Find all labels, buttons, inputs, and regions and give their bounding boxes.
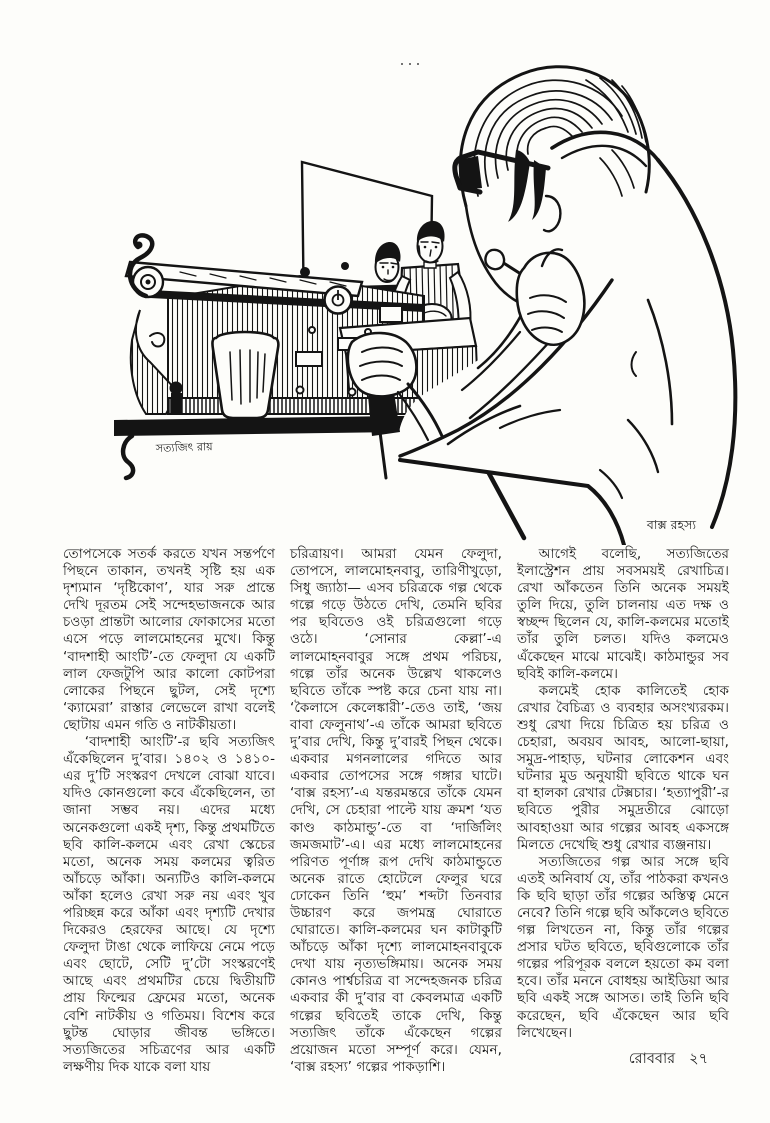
paragraph: আগেই বলেছি, সত্যজিতের ইলাস্ট্রেশন প্রায় সবসময়ই রেখাচিত্র। রেখা আঁকতেন তিনি অনেক সময়ই তুলি দিয়ে, তুলি চালনায় এত দক্ষ ও স্বচ্ছন্দ ছিলেন যে, কালি-কলমের মতোই তাঁর তুলি চলত। যদিও কলমেও এঁকেছেন মাঝে মাঝেই। কাঠমান্ডুর সব ছবিই কালি-কলমে। [517,546,729,682]
paragraph: চরিত্রায়ণ। আমরা যেমন ফেলুদা, তোপসে, লালমোহনবাবু, তারিণীখুড়ো, সিধু জ্যাঠা— এসব চরিত্রকে গল্প থেকে গল্পে গড়ে উঠতে দেখি, তেমনি ছবির পর ছবিতেও ওই চরিত্রগুলো গড়ে ওঠে। ‘সোনার কেল্লা’-এ লালমোহনবাবুর সঙ্গে প্রথম পরিচয়, গল্পে তাঁর অনেক উল্লেখ থাকলেও ছবিতে তাঁকে স্পষ্ট করে চেনা যায় না। ‘কৈলাসে কেলেঙ্কারী’-তেও তাই, ‘জয় বাবা ফেলুনাথ’-এ তাঁকে আমরা ছবিতে দু’বার দেখি, কিন্তু দু’বারই পিছন থেকে। একবার মগনলালের গদিতে আর একবার তোপসের সঙ্গে গঙ্গার ঘাটে। ‘বাক্স রহস্য’-এ যন্তরমন্তরে তাঁকে যেমন দেখি, সে চেহারা পাল্টে যায় ক্রমশ ‘যত কাণ্ড কাঠমান্ডু’-তে বা ‘দার্জিলিং জমজমাট’-এ। এর মধ্যে লালমোহনের পরিণত পূর্ণাঙ্গ রূপ দেখি কাঠমান্ডুতে অনেক রাতে হোটেলে ফেলুর ঘরে ঢোকেন তিনি ‘হুম’ শব্দটা তিনবার উচ্চারণ করে জপমন্ত্র ঘোরাতে ঘোরাতে। কালি-কলমের ঘন কাটাকুটি আঁচড়ে আঁকা দৃশ্যে লালমোহনবাবুকে দেখা যায় নৃত্যভঙ্গিমায়। অনেক সময় কোনও পার্শ্বচরিত্র বা সন্দেহজনক চরিত্র একবার কী দু’বার বা কেবলমাত্র একটি গল্পের ছবিতেই তাকে দেখি, কিন্তু সত্যজিৎ তাঁকে এঁকেছেন গল্পের প্রয়োজন মতো সম্পূর্ণ করে। যেমন, ‘বাক্স রহস্য’ গল্পের পাকড়াশি। [290,546,502,1075]
paragraph: তোপসেকে সতর্ক করতে যখন সন্তর্পণে পিছনে তাকান, তখনই সৃষ্টি হয় এক দৃশ্যমান ‘দৃষ্টিকোণ’, যার সরু প্রান্তে দেখি দূরতম সেই সন্দেহভাজনকে আর চওড়া প্রান্তটা আলোর ফোকাসের মতো এসে পড়ে লালমোহনের মুখে। কিন্তু ‘বাদশাহী আংটি’-তে ফেলুদা যে একটি লাল ফেজটুপি আর কালো কোটপরা লোকের পিছনে ছুটল, সেই দৃশ্যে ‘ক্যামেরা’ রাস্তার লেভেলে রাখা বলেই ছোটায় এমন গতি ও নাটকীয়তা। [63,546,275,733]
illustration-line-drawing [55,48,755,545]
drawing-canvas [55,48,755,545]
page-footer [629,1048,708,1072]
page-number: ২৭ [689,1051,708,1067]
text-column-3 [517,546,729,1046]
illustration-caption: বাক্স রহস্য [646,517,696,532]
magazine-name: রোববার [628,1051,676,1067]
artist-signature: সত্যজিৎ রায় [155,440,213,455]
text-column-2 [290,546,502,1075]
paragraph: সত্যজিতের গল্প আর সঙ্গে ছবি এতই অনিবার্য যে, তাঁর পাঠকরা কখনও কি ছবি ছাড়া তাঁর গল্পের অস্তিত্ব মেনে নেবে? তিনি গল্পে ছবি আঁকলেও ছবিতে গল্প লিখতেন না, কিন্তু তাঁর গল্পের প্রসার ঘটত ছবিতে, ছবিগুলোকে তাঁর গল্পের পরিপূরক বললে হয়তো কম বলা হবে। তাঁর মননে বোধহয় আইডিয়া আর ছবি একই সঙ্গে আসত। তাই তিনি ছবি করেছেন, ছবি এঁকেছেন আর ছবি লিখেছেন। [517,853,729,1041]
text-column-1 [63,546,275,1075]
ink-specks [401,63,419,65]
paragraph: ‘বাদশাহী আংটি’-র ছবি সত্যজিৎ এঁকেছিলেন দু’বার। ১৪০২ ও ১৪১০-এর দু’টি সংস্করণ দেখলে বোঝা যাবে। যদিও কোনগুলো কবে এঁকেছিলেন, তা জানা সম্ভব নয়। এদের মধ্যে অনেকগুলো একই দৃশ্য, কিন্তু প্রথমটিতে ছবি কালি-কলমে এবং রেখা স্কেচের মতো, অনেক সময় কলমের ত্বরিত আঁচড়ে আঁকা। অন্যটিও কালি-কলমে আঁকা হলেও রেখা সরু নয় এবং খুব পরিচ্ছন্ন করে আঁকা এবং দৃশ্যটি দেখার দিকেরও হেরফের আছে। যে দৃশ্যে ফেলুদা টাঙা থেকে লাফিয়ে নেমে পড়ে এবং ছোটে, সেটি দু’টো সংস্করণেই আছে এবং প্রথমটির চেয়ে দ্বিতীয়টি প্রায় ফিল্মের ফ্রেমের মতো, অনেক বেশি নাটকীয় ও গতিময়। বিশেষ করে ছুটন্ত ঘোড়ার জীবন্ত ভঙ্গিতে। সত্যজিতের সচিত্রণের আর একটি লক্ষণীয় দিক যাকে বলা যায় [63,734,275,1075]
paragraph: কলমেই হোক কালিতেই হোক রেখার বৈচিত্র্য ও ব্যবহার অসংখ্যরকম। শুধু রেখা দিয়ে চিত্রিত হয় চরিত্র ও চেহারা, অবয়ব আবহ, আলো-ছায়া, সমুদ্র-পাহাড়, ঘটনার লোকেশন এবং ঘটনার মুড অনুযায়ী ছবিতে থাকে ঘন বা হালকা রেখার টেক্সচার। ‘হত্যাপুরী’-র ছবিতে পুরীর সমুদ্রতীরে ঝোড়ো আবহাওয়া আর গল্পের আবহ একসঙ্গে মিলতে দেখেছি শুধু রেখার ব্যঞ্জনায়। [517,682,729,853]
